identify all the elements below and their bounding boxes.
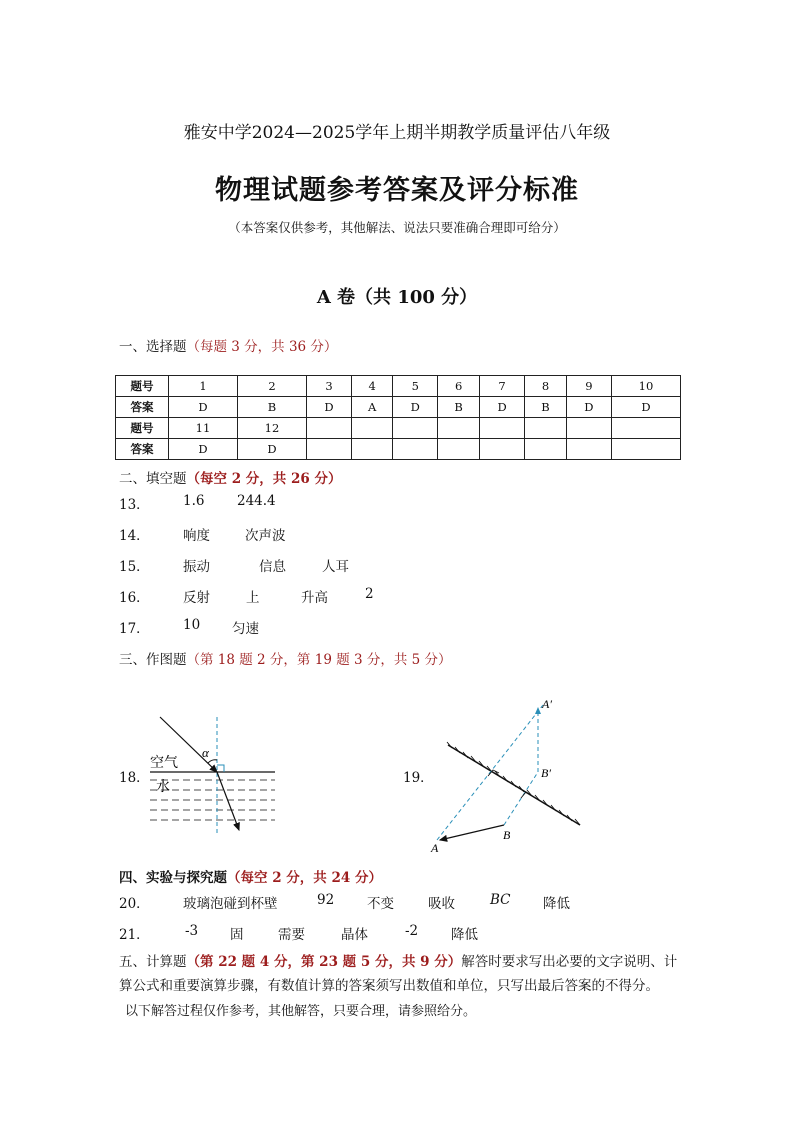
table-cell	[352, 439, 393, 460]
table-cell	[566, 439, 611, 460]
table-cell	[352, 418, 393, 439]
table-cell: 9	[566, 376, 611, 397]
section-1-heading	[119, 335, 337, 355]
answer: 固	[230, 927, 244, 943]
table-cell	[525, 418, 567, 439]
construction-line-B	[504, 772, 538, 825]
section-3-title: 三、作图题	[119, 652, 187, 668]
right-angle-mark	[217, 765, 224, 772]
table-row-a1	[116, 397, 681, 418]
answer: 92	[317, 892, 335, 908]
table-cell: 6	[438, 376, 480, 397]
table-cell: D	[393, 397, 438, 418]
answer: BC	[490, 892, 511, 908]
section-4-title: 四、实验与探究题	[119, 870, 227, 886]
answer: 次声波	[245, 528, 286, 544]
answer: 吸收	[428, 896, 455, 912]
answer: -3	[185, 923, 199, 939]
table-cell	[566, 418, 611, 439]
question-number: 13．	[119, 497, 150, 513]
answer: 人耳	[322, 559, 349, 575]
table-cell: B	[438, 397, 480, 418]
table-cell	[306, 418, 351, 439]
answer: 10	[183, 617, 201, 633]
table-cell: 3	[306, 376, 351, 397]
section-2-detail: （每空 2 分，共 26 分）	[186, 471, 342, 487]
table-header-q: 题号	[116, 376, 169, 397]
table-cell: 2	[237, 376, 306, 397]
table-cell	[393, 418, 438, 439]
section-5-text: 解答时要求写出必要的文字说明、计算公式和重要演算步骤，有数值计算的答案须写出数值和单位，只写出最后答案的不得分。	[119, 954, 678, 994]
table-cell: D	[169, 397, 238, 418]
figure-18-number: 18．	[119, 770, 150, 786]
water-label: 水	[156, 779, 170, 795]
section-5-detail: （第 22 题 4 分，第 23 题 5 分，共 9 分）	[186, 954, 462, 970]
table-cell: 4	[352, 376, 393, 397]
table-header-a: 答案	[116, 439, 169, 460]
table-cell: 10	[611, 376, 680, 397]
section-1-detail: （每题 3 分，共 36 分）	[186, 339, 338, 355]
answer: 升高	[301, 590, 328, 606]
table-cell: A	[352, 397, 393, 418]
figure-19-number: 19．	[403, 770, 434, 786]
section-3-heading	[119, 648, 452, 668]
section-5-title: 五、计算题	[119, 954, 187, 970]
answer: 玻璃泡碰到杯壁	[183, 896, 278, 912]
table-header-a: 答案	[116, 397, 169, 418]
table-cell: D	[306, 397, 351, 418]
answer-table	[115, 375, 681, 460]
answer: 信息	[259, 559, 286, 575]
table-cell	[480, 439, 525, 460]
answer: 反射	[183, 590, 210, 606]
answer: 244.4	[237, 493, 276, 509]
table-cell	[306, 439, 351, 460]
answer: -2	[405, 923, 419, 939]
answer: 降低	[451, 927, 478, 943]
label-B: B	[503, 828, 511, 842]
table-row-q1	[116, 376, 681, 397]
school-line: 雅安中学2024—2025学年上期半期教学质量评估八年级	[183, 123, 611, 143]
table-row-a2	[116, 439, 681, 460]
answer: 需要	[278, 927, 305, 943]
label-A-prime: A′	[542, 697, 552, 711]
table-header-q: 题号	[116, 418, 169, 439]
table-cell	[611, 439, 680, 460]
question-number: 15．	[119, 559, 150, 575]
answer: 2	[365, 586, 374, 602]
section-2-heading	[119, 467, 341, 487]
question-number: 20．	[119, 896, 150, 912]
table-cell: D	[566, 397, 611, 418]
figure-19-mirror	[425, 690, 590, 860]
table-cell: B	[525, 397, 567, 418]
document-title: 物理试题参考答案及评分标准	[215, 175, 579, 206]
question-number: 21．	[119, 927, 150, 943]
angle-arc	[208, 760, 217, 763]
angle-label: α	[202, 745, 209, 760]
answer: 上	[246, 590, 260, 606]
label-A: A	[431, 841, 439, 855]
table-cell: D	[169, 439, 238, 460]
table-cell: 1	[169, 376, 238, 397]
table-cell	[438, 439, 480, 460]
table-row-q2	[116, 418, 681, 439]
answer: 1.6	[183, 493, 205, 509]
air-label: 空气	[150, 755, 178, 771]
question-number: 14．	[119, 528, 150, 544]
table-cell	[480, 418, 525, 439]
answer: 匀速	[232, 621, 259, 637]
object-arrow	[440, 825, 504, 840]
answer: 振动	[183, 559, 210, 575]
answer: 晶体	[341, 927, 368, 943]
table-cell: 11	[169, 418, 238, 439]
table-cell	[611, 418, 680, 439]
refracted-ray	[217, 772, 239, 830]
table-cell	[438, 418, 480, 439]
table-cell: 7	[480, 376, 525, 397]
answer: 响度	[183, 528, 210, 544]
figure-18-refraction	[140, 705, 290, 840]
table-cell: D	[611, 397, 680, 418]
table-cell: D	[237, 439, 306, 460]
table-cell	[525, 439, 567, 460]
table-cell: 12	[237, 418, 306, 439]
section-5-paragraph	[119, 950, 689, 998]
section-5-note: 以下解答过程仅作参考，其他解答，只要合理，请参照给分。	[125, 1004, 477, 1019]
question-number: 17．	[119, 621, 150, 637]
answer: 降低	[543, 896, 570, 912]
table-cell	[393, 439, 438, 460]
table-cell: B	[237, 397, 306, 418]
volume-title: A 卷（共 100 分）	[316, 287, 478, 308]
question-number: 16．	[119, 590, 150, 606]
answer-note: （本答案仅供参考，其他解法、说法只要准确合理即可给分）	[228, 220, 566, 235]
construction-line-A	[437, 705, 543, 840]
section-2-title: 二、填空题	[119, 471, 187, 487]
table-cell: D	[480, 397, 525, 418]
section-3-detail: （第 18 题 2 分，第 19 题 3 分，共 5 分）	[186, 652, 452, 668]
answer: 不变	[367, 896, 394, 912]
table-cell: 5	[393, 376, 438, 397]
label-B-prime: B′	[541, 766, 551, 780]
table-cell: 8	[525, 376, 567, 397]
section-4-detail: （每空 2 分，共 24 分）	[227, 870, 382, 886]
section-1-title: 一、选择题	[119, 339, 187, 355]
section-4-heading	[119, 866, 382, 886]
